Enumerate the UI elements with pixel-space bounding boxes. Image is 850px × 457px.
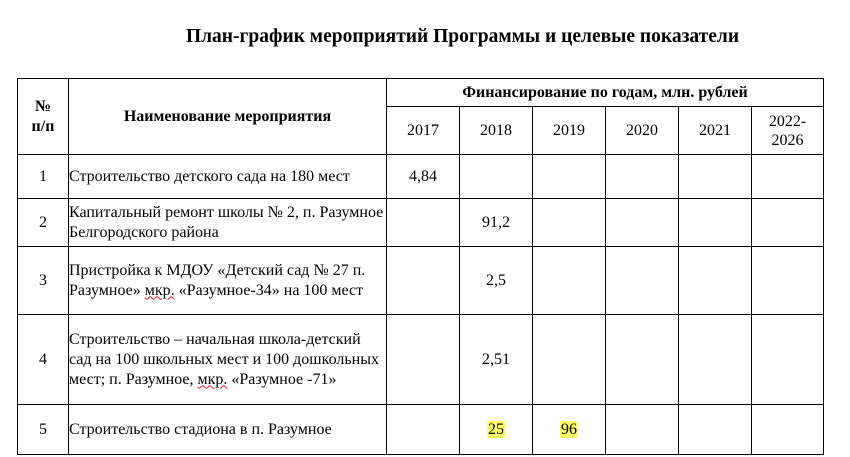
plan-table: [17, 78, 824, 455]
value-cell: [606, 247, 679, 315]
row-name: Капитальный ремонт школы № 2, п. Разумное Белгородского района: [69, 199, 387, 247]
table-row: [18, 315, 824, 405]
value-cell: [679, 155, 752, 199]
value-cell: [752, 155, 824, 199]
value-cell: [606, 315, 679, 405]
value-cell: [752, 315, 824, 405]
value-cell: [679, 315, 752, 405]
value-cell: [752, 405, 824, 455]
row-number: 1: [18, 155, 69, 199]
highlighted-value: 96: [561, 420, 577, 438]
value-cell: 2,51: [460, 315, 533, 405]
column-header-number-line1: №: [34, 97, 52, 115]
table-row: [18, 405, 824, 455]
value-cell: [752, 247, 824, 315]
row-name: Строительство стадиона в п. Разумное: [69, 405, 387, 455]
value-cell: 91,2: [460, 199, 533, 247]
table-row: [18, 199, 824, 247]
header-row-1: [18, 79, 824, 107]
year-header-2022-2026: [752, 107, 824, 155]
value-cell: [533, 199, 606, 247]
row-number: 4: [18, 315, 69, 405]
column-header-name: Наименование мероприятия: [69, 79, 387, 155]
value-cell: [387, 405, 460, 455]
year-header: 2021: [679, 107, 752, 155]
value-cell: 2,5: [460, 247, 533, 315]
value-cell: [679, 199, 752, 247]
row-name: [69, 315, 387, 405]
column-header-number: [18, 79, 69, 155]
year-header: 2018: [460, 107, 533, 155]
value-cell: [533, 315, 606, 405]
row-number: 5: [18, 405, 69, 455]
value-cell: [460, 155, 533, 199]
value-cell: [606, 155, 679, 199]
value-cell: [533, 405, 606, 455]
year-header: 2020: [606, 107, 679, 155]
year-header: 2017: [387, 107, 460, 155]
row-name-part: Пристройка к МДОУ «Детский сад № 27 п. Разумное»: [69, 261, 366, 299]
value-cell: [606, 405, 679, 455]
row-name: Строительство детского сада на 180 мест: [69, 155, 387, 199]
financing-header: Финансирование по годам, млн. рублей: [387, 79, 824, 107]
row-name-part-underlined: мкр.: [197, 370, 228, 388]
value-cell: [460, 405, 533, 455]
value-cell: [387, 199, 460, 247]
row-number: 3: [18, 247, 69, 315]
year-header: 2019: [533, 107, 606, 155]
row-name-part: «Разумное-34» на 100 мест: [174, 281, 364, 299]
row-name-part: Строительство – начальная школа-детский сад на 100 школьных мест и 100 дошкольных мест; п. Разумное,: [69, 330, 379, 388]
highlighted-value: 25: [488, 420, 504, 438]
row-name-part: «Разумное -71»: [227, 370, 337, 388]
table-row: [18, 155, 824, 199]
value-cell: [606, 199, 679, 247]
table-row: [18, 247, 824, 315]
value-cell: [387, 247, 460, 315]
row-name-part-underlined: мкр.: [144, 281, 175, 299]
row-name: [69, 247, 387, 315]
value-cell: [533, 247, 606, 315]
document-title: План-график мероприятий Программы и целевые показатели: [185, 26, 740, 47]
value-cell: 4,84: [387, 155, 460, 199]
year-header-line2: 2026: [771, 131, 804, 149]
year-header-line1: 2022-: [768, 112, 807, 130]
value-cell: [533, 155, 606, 199]
value-cell: [752, 199, 824, 247]
row-number: 2: [18, 199, 69, 247]
value-cell: [679, 405, 752, 455]
value-cell: [387, 315, 460, 405]
column-header-number-line2: п/п: [31, 117, 55, 135]
value-cell: [679, 247, 752, 315]
